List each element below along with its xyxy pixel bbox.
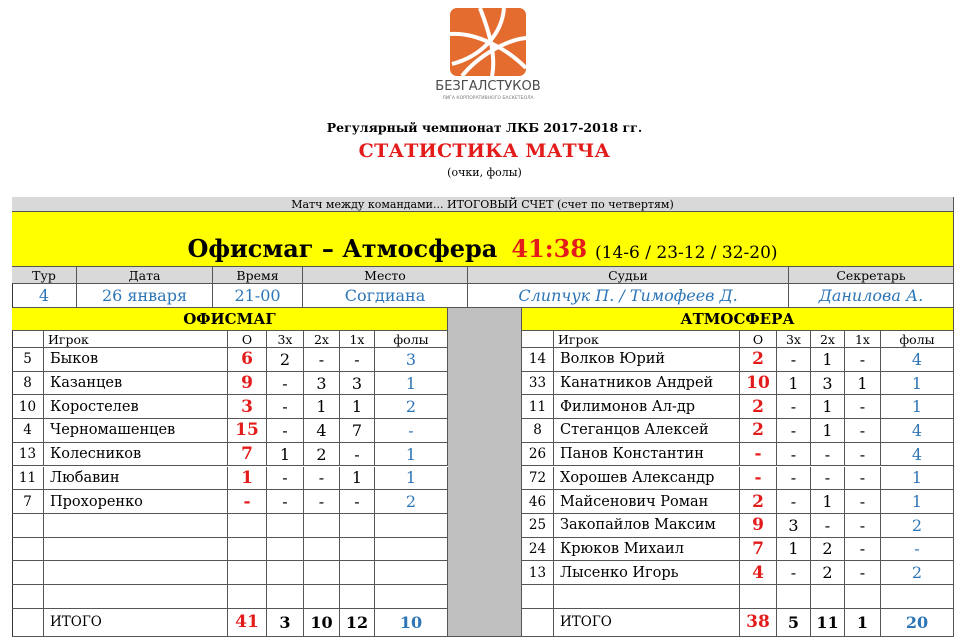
player-3pt: - bbox=[267, 467, 304, 491]
player-1pt: 3 bbox=[340, 372, 375, 396]
player-2pt: - bbox=[304, 467, 340, 491]
col-header-fouls: фолы bbox=[881, 331, 954, 348]
player-number: 11 bbox=[12, 467, 44, 491]
player-fouls bbox=[375, 538, 448, 562]
total-num bbox=[12, 609, 44, 637]
player-2pt: 2 bbox=[811, 538, 845, 562]
player-points: - bbox=[228, 490, 267, 514]
player-1pt: - bbox=[340, 443, 375, 467]
player-fouls: - bbox=[881, 538, 954, 562]
secretary-header: Секретарь bbox=[789, 267, 954, 284]
player-3pt bbox=[267, 514, 304, 538]
col-header-2pt: 2х bbox=[304, 331, 340, 348]
col-header-1pt: 1х bbox=[340, 331, 375, 348]
player-fouls: 3 bbox=[375, 348, 448, 372]
teams-separator bbox=[448, 308, 522, 637]
player-name: Коростелев bbox=[44, 395, 228, 419]
total-fouls: 20 bbox=[881, 609, 954, 637]
player-points: 10 bbox=[740, 372, 777, 396]
col-header-fouls: фолы bbox=[375, 331, 448, 348]
player-3pt: - bbox=[777, 490, 811, 514]
player-fouls: 4 bbox=[881, 419, 954, 443]
player-points bbox=[740, 585, 777, 609]
player-points bbox=[228, 538, 267, 562]
col-header-3pt: 3х bbox=[777, 331, 811, 348]
player-2pt: - bbox=[811, 467, 845, 491]
player-number: 8 bbox=[522, 419, 554, 443]
player-2pt: 4 bbox=[304, 419, 340, 443]
player-1pt: - bbox=[845, 561, 881, 585]
player-1pt: 1 bbox=[340, 467, 375, 491]
player-2pt: 1 bbox=[304, 395, 340, 419]
total-1pt: 1 bbox=[845, 609, 881, 637]
player-3pt: - bbox=[267, 372, 304, 396]
match-title-row bbox=[12, 212, 954, 267]
player-2pt: - bbox=[811, 443, 845, 467]
player-3pt: 1 bbox=[777, 538, 811, 562]
player-2pt bbox=[304, 585, 340, 609]
col-header-num bbox=[12, 331, 44, 348]
date-header: Дата bbox=[77, 267, 213, 284]
player-fouls: 1 bbox=[881, 395, 954, 419]
player-points: 2 bbox=[740, 348, 777, 372]
player-1pt: - bbox=[845, 443, 881, 467]
player-name: Волков Юрий bbox=[554, 348, 740, 372]
player-number bbox=[12, 585, 44, 609]
player-points: 2 bbox=[740, 419, 777, 443]
player-points: 2 bbox=[740, 395, 777, 419]
team-right-name: АТМОСФЕРА bbox=[522, 308, 954, 331]
total-2pt: 11 bbox=[811, 609, 845, 637]
player-1pt: 1 bbox=[340, 395, 375, 419]
time-header: Время bbox=[213, 267, 303, 284]
player-number bbox=[12, 538, 44, 562]
player-number: 4 bbox=[12, 419, 44, 443]
player-3pt: - bbox=[267, 419, 304, 443]
total-points: 38 bbox=[740, 609, 777, 637]
date-value: 26 января bbox=[77, 284, 213, 308]
page-title: СТАТИСТИКА МАТЧА bbox=[358, 140, 611, 162]
player-2pt: 2 bbox=[811, 561, 845, 585]
player-fouls: 1 bbox=[375, 443, 448, 467]
player-number bbox=[12, 561, 44, 585]
player-fouls: 1 bbox=[375, 467, 448, 491]
player-number bbox=[522, 585, 554, 609]
player-fouls: 2 bbox=[881, 514, 954, 538]
player-name bbox=[44, 514, 228, 538]
player-fouls: 2 bbox=[375, 490, 448, 514]
match-stats-table bbox=[12, 197, 954, 637]
player-points bbox=[228, 561, 267, 585]
player-3pt: 2 bbox=[267, 348, 304, 372]
player-fouls: 2 bbox=[881, 561, 954, 585]
player-1pt bbox=[340, 514, 375, 538]
player-points: 4 bbox=[740, 561, 777, 585]
player-fouls bbox=[375, 514, 448, 538]
player-name bbox=[554, 585, 740, 609]
player-1pt: - bbox=[845, 348, 881, 372]
player-fouls: 1 bbox=[881, 467, 954, 491]
col-header-1pt: 1х bbox=[845, 331, 881, 348]
player-points: - bbox=[740, 443, 777, 467]
team-left-name: ОФИСМАГ bbox=[12, 308, 448, 331]
player-2pt bbox=[304, 561, 340, 585]
page-subtitle: (очки, фолы) bbox=[447, 166, 522, 179]
player-name: Колесников bbox=[44, 443, 228, 467]
player-name: Канатников Андрей bbox=[554, 372, 740, 396]
player-3pt bbox=[267, 538, 304, 562]
player-number: 46 bbox=[522, 490, 554, 514]
championship-title: Регулярный чемпионат ЛКБ 2017-2018 гг. bbox=[326, 120, 643, 135]
player-number: 72 bbox=[522, 467, 554, 491]
player-1pt: - bbox=[340, 490, 375, 514]
player-2pt bbox=[811, 585, 845, 609]
player-1pt bbox=[845, 585, 881, 609]
total-label: ИТОГО bbox=[554, 609, 740, 637]
player-number: 13 bbox=[522, 561, 554, 585]
player-number: 26 bbox=[522, 443, 554, 467]
player-2pt bbox=[304, 538, 340, 562]
player-2pt: - bbox=[811, 514, 845, 538]
player-fouls: - bbox=[375, 419, 448, 443]
player-1pt: - bbox=[845, 514, 881, 538]
player-1pt: - bbox=[845, 490, 881, 514]
player-points: 9 bbox=[740, 514, 777, 538]
player-fouls bbox=[881, 585, 954, 609]
total-num bbox=[522, 609, 554, 637]
player-number: 10 bbox=[12, 395, 44, 419]
player-name: Хорошев Александр bbox=[554, 467, 740, 491]
player-points: - bbox=[740, 467, 777, 491]
match-caption: Матч между командами... ИТОГОВЫЙ СЧЕТ (счет по четвертям) bbox=[12, 197, 954, 212]
player-number bbox=[12, 514, 44, 538]
player-name: Прохоренко bbox=[44, 490, 228, 514]
player-number: 8 bbox=[12, 372, 44, 396]
col-header-player: Игрок bbox=[44, 331, 228, 348]
player-name: Черномашенцев bbox=[44, 419, 228, 443]
player-points: 1 bbox=[228, 467, 267, 491]
player-fouls: 4 bbox=[881, 348, 954, 372]
player-points: 2 bbox=[740, 490, 777, 514]
referees-value: Слипчук П. / Тимофеев Д. bbox=[468, 284, 789, 308]
player-name: Закопайлов Максим bbox=[554, 514, 740, 538]
player-3pt: - bbox=[777, 395, 811, 419]
match-score: 41:38 bbox=[511, 234, 588, 263]
player-name: Майсенович Роман bbox=[554, 490, 740, 514]
player-number: 24 bbox=[522, 538, 554, 562]
player-name: Любавин bbox=[44, 467, 228, 491]
place-header: Место bbox=[303, 267, 468, 284]
player-name: Стеганцов Алексей bbox=[554, 419, 740, 443]
player-1pt: - bbox=[340, 348, 375, 372]
player-2pt: - bbox=[304, 348, 340, 372]
player-fouls: 1 bbox=[881, 490, 954, 514]
total-points: 41 bbox=[228, 609, 267, 637]
svg-text:БЕЗГАЛСТУКОВ: БЕЗГАЛСТУКОВ bbox=[435, 79, 541, 94]
tour-header: Тур bbox=[12, 267, 77, 284]
player-number: 11 bbox=[522, 395, 554, 419]
league-logo bbox=[432, 4, 544, 102]
player-points: 9 bbox=[228, 372, 267, 396]
player-number: 7 bbox=[12, 490, 44, 514]
total-2pt: 10 bbox=[304, 609, 340, 637]
time-value: 21-00 bbox=[213, 284, 303, 308]
player-3pt: 1 bbox=[267, 443, 304, 467]
player-fouls: 1 bbox=[375, 372, 448, 396]
total-3pt: 3 bbox=[267, 609, 304, 637]
player-2pt: 1 bbox=[811, 395, 845, 419]
player-points bbox=[228, 514, 267, 538]
player-name bbox=[44, 538, 228, 562]
col-header-2pt: 2х bbox=[811, 331, 845, 348]
col-header-num bbox=[522, 331, 554, 348]
player-points: 6 bbox=[228, 348, 267, 372]
player-fouls bbox=[375, 561, 448, 585]
player-fouls: 2 bbox=[375, 395, 448, 419]
player-1pt: 7 bbox=[340, 419, 375, 443]
player-1pt: - bbox=[845, 538, 881, 562]
player-name bbox=[44, 585, 228, 609]
col-header-3pt: 3х bbox=[267, 331, 304, 348]
player-3pt: - bbox=[777, 561, 811, 585]
referees-header: Судьи bbox=[468, 267, 789, 284]
player-number: 13 bbox=[12, 443, 44, 467]
svg-text:ЛИГА КОРПОРАТИВНОГО БАСКЕТБОЛА: ЛИГА КОРПОРАТИВНОГО БАСКЕТБОЛА bbox=[442, 96, 534, 101]
player-name bbox=[44, 561, 228, 585]
secretary-value: Данилова А. bbox=[789, 284, 954, 308]
player-number: 25 bbox=[522, 514, 554, 538]
player-name: Филимонов Ал-др bbox=[554, 395, 740, 419]
player-2pt: 1 bbox=[811, 419, 845, 443]
player-1pt bbox=[340, 561, 375, 585]
player-3pt: - bbox=[777, 348, 811, 372]
player-points: 7 bbox=[228, 443, 267, 467]
player-name: Быков bbox=[44, 348, 228, 372]
player-1pt: - bbox=[845, 419, 881, 443]
player-3pt bbox=[267, 561, 304, 585]
total-label: ИТОГО bbox=[44, 609, 228, 637]
player-number: 5 bbox=[12, 348, 44, 372]
player-2pt: 1 bbox=[811, 490, 845, 514]
col-header-points: О bbox=[228, 331, 267, 348]
player-points: 3 bbox=[228, 395, 267, 419]
player-3pt: 1 bbox=[777, 372, 811, 396]
player-2pt: 1 bbox=[811, 348, 845, 372]
player-2pt: 2 bbox=[304, 443, 340, 467]
player-name: Крюков Михаил bbox=[554, 538, 740, 562]
player-3pt: - bbox=[267, 490, 304, 514]
match-quarters: (14-6 / 23-12 / 32-20) bbox=[595, 243, 778, 263]
player-fouls: 4 bbox=[881, 443, 954, 467]
tour-value: 4 bbox=[12, 284, 77, 308]
player-1pt: - bbox=[845, 395, 881, 419]
player-fouls bbox=[375, 585, 448, 609]
player-1pt bbox=[340, 585, 375, 609]
player-3pt: - bbox=[267, 395, 304, 419]
player-2pt: 3 bbox=[811, 372, 845, 396]
player-3pt: - bbox=[777, 419, 811, 443]
player-2pt: 3 bbox=[304, 372, 340, 396]
total-fouls: 10 bbox=[375, 609, 448, 637]
player-points bbox=[228, 585, 267, 609]
player-points: 7 bbox=[740, 538, 777, 562]
player-1pt bbox=[340, 538, 375, 562]
player-1pt: - bbox=[845, 467, 881, 491]
player-3pt: 3 bbox=[777, 514, 811, 538]
player-name: Панов Константин bbox=[554, 443, 740, 467]
total-1pt: 12 bbox=[340, 609, 375, 637]
player-number: 14 bbox=[522, 348, 554, 372]
player-points: 15 bbox=[228, 419, 267, 443]
col-header-player: Игрок bbox=[554, 331, 740, 348]
player-3pt bbox=[267, 585, 304, 609]
player-3pt bbox=[777, 585, 811, 609]
player-3pt: - bbox=[777, 467, 811, 491]
player-name: Казанцев bbox=[44, 372, 228, 396]
col-header-points: О bbox=[740, 331, 777, 348]
place-value: Согдиана bbox=[303, 284, 468, 308]
player-3pt: - bbox=[777, 443, 811, 467]
player-fouls: 1 bbox=[881, 372, 954, 396]
player-name: Лысенко Игорь bbox=[554, 561, 740, 585]
player-2pt: - bbox=[304, 490, 340, 514]
player-2pt bbox=[304, 514, 340, 538]
match-teams: Офисмаг – Атмосфера bbox=[187, 234, 498, 263]
player-1pt: 1 bbox=[845, 372, 881, 396]
total-3pt: 5 bbox=[777, 609, 811, 637]
basketball-logo-icon bbox=[432, 4, 544, 102]
player-number: 33 bbox=[522, 372, 554, 396]
